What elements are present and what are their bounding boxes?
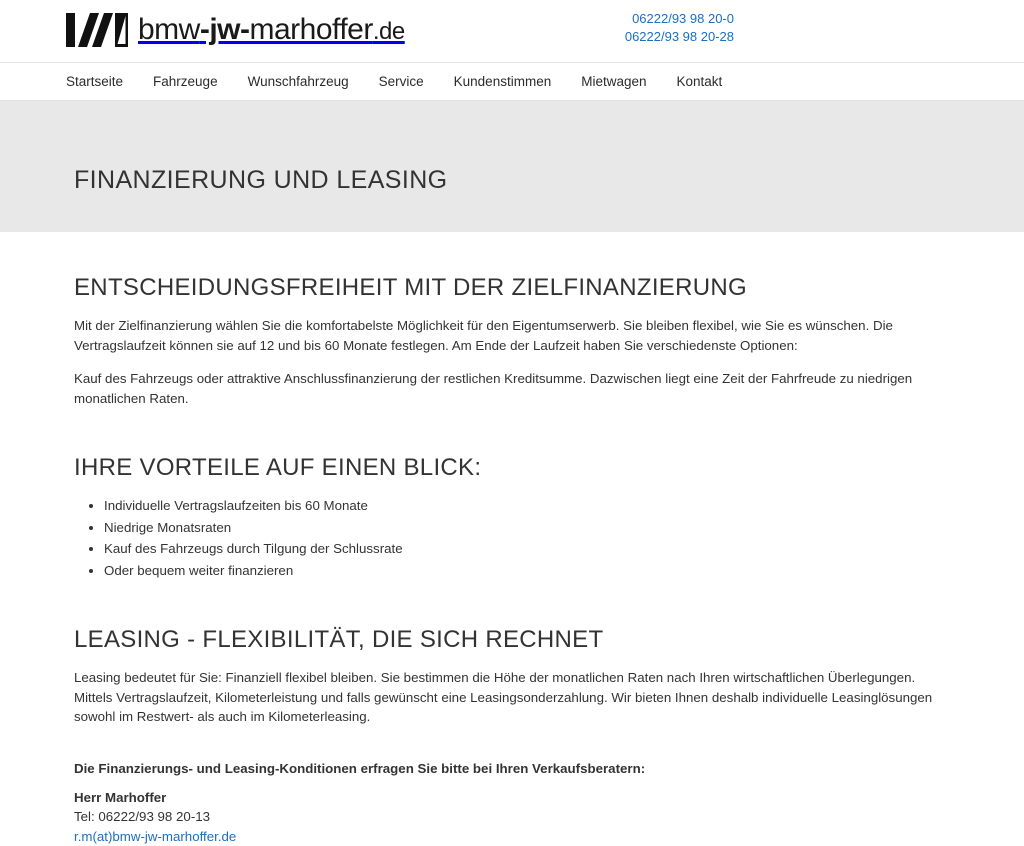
logo-tld: .de <box>372 18 405 45</box>
section-title-leasing: LEASING - FLEXIBILITÄT, DIE SICH RECHNET <box>74 626 604 653</box>
contact-block <box>74 761 950 846</box>
nav-item-startseite[interactable]: Startseite <box>66 74 124 89</box>
main-navigation-bar <box>0 62 1024 101</box>
site-header <box>0 0 1024 62</box>
nav-item-wunschfahrzeug[interactable]: Wunschfahrzeug <box>247 74 349 89</box>
nav-item-kontakt[interactable]: Kontakt <box>676 74 723 89</box>
page-hero-band <box>0 101 1024 232</box>
nav-item-service[interactable]: Service <box>378 74 424 89</box>
list-item: • Oder bequem weiter finanzieren <box>104 561 950 581</box>
list-item: • Individuelle Vertragslaufzeiten bis 60 Monate <box>104 496 950 516</box>
section-paragraph-zielfinanzierung-1: Mit der Zielfinanzierung wählen Sie die komfortabelste Möglichkeit für den Eigentumserwerb. Sie bleiben flexibel, wie Sie es wünschen. Die Vertragslaufzeit können sie auf 12 und bis 60 Monate festlegen. Am Ende der Laufzeit haben Sie verschiedenste Optionen: <box>74 318 893 353</box>
logo-brand: bmw <box>138 13 200 46</box>
logo-separator: -jw- <box>199 13 250 46</box>
contact-phone: Tel: 06222/93 98 20-13 <box>74 808 211 824</box>
contact-email-link[interactable]: r.m(at)bmw-jw-marhoffer.de <box>74 828 237 844</box>
nav-item-fahrzeuge[interactable]: Fahrzeuge <box>153 74 218 89</box>
bmw-jw-marhoffer-logo-icon <box>66 13 128 47</box>
main-content <box>0 232 1024 846</box>
site-logo[interactable] <box>66 8 405 52</box>
list-item: • Kauf des Fahrzeugs durch Tilgung der Schlussrate <box>104 539 950 559</box>
phone-link-secondary[interactable]: 06222/93 98 20-28 <box>624 29 734 44</box>
nav-item-mietwagen[interactable]: Mietwagen <box>581 74 647 89</box>
logo-wordmark <box>138 13 405 47</box>
section-title-vorteile: IHRE VORTEILE AUF EINEN BLICK: <box>74 454 482 481</box>
nav-item-kundenstimmen[interactable]: Kundenstimmen <box>453 74 552 89</box>
contact-person-name: Herr Marhoffer <box>74 789 167 805</box>
list-item: • Niedrige Monatsraten <box>104 518 950 538</box>
main-navigation <box>0 63 1024 100</box>
contact-lead-text: Die Finanzierungs- und Leasing-Konditionen erfragen Sie bitte bei Ihren Verkaufsberatern: <box>74 760 646 776</box>
section-paragraph-leasing-1: Leasing bedeutet für Sie: Finanziell flexibel bleiben. Sie bestimmen die Höhe der monatlichen Raten nach Ihren wirtschaftlichen Überlegungen. Mittels Vertragslaufzeit, Kilometerleistung und falls gewünscht eine Leasingsonderzahlung. Wir bieten Ihnen deshalb individuelle Leasinglösungen sowohl im Restwert- als auch im Kilometerleasing. <box>74 670 933 724</box>
page-title: FINANZIERUNG UND LEASING <box>74 165 448 194</box>
section-paragraph-zielfinanzierung-2: Kauf des Fahrzeugs oder attraktive Anschlussfinanzierung der restlichen Kreditsumme. Dazwischen liegt eine Zeit der Fahrfreude zu niedrigen monatlichen Raten. <box>74 371 913 406</box>
phone-link-main[interactable]: 06222/93 98 20-0 <box>632 11 734 26</box>
section-title-zielfinanzierung: ENTSCHEIDUNGSFREIHEIT MIT DER ZIELFINANZIERUNG <box>74 274 747 301</box>
vorteile-list <box>74 496 950 580</box>
header-phone-numbers <box>625 10 734 46</box>
logo-name: marhoffer <box>249 13 373 46</box>
